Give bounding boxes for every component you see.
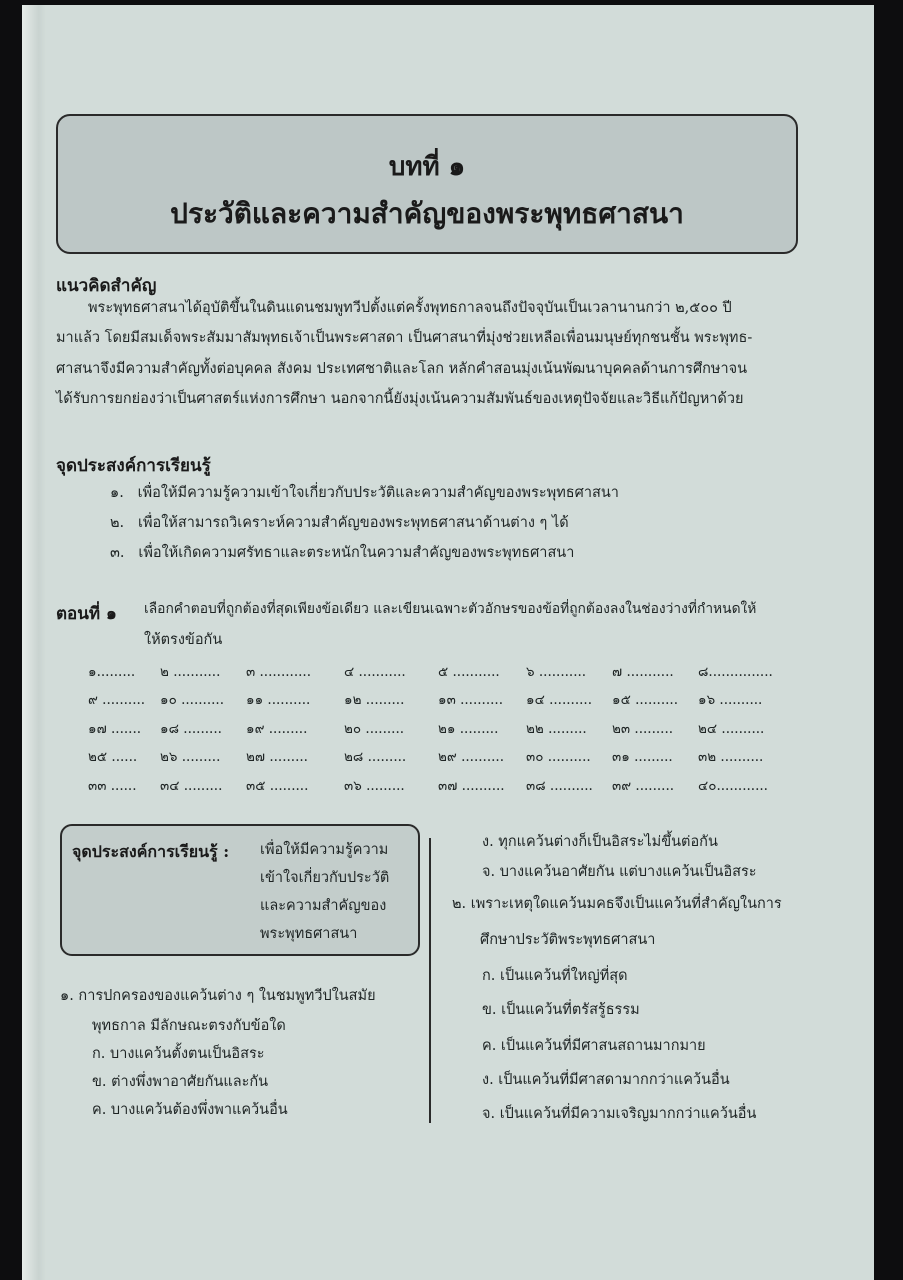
answer-blank[interactable]: ๘............... <box>698 664 773 680</box>
chapter-title: ประวัติและความสำคัญของพระพุทธศาสนา <box>170 197 684 230</box>
answer-blank[interactable]: ๒๔ .......... <box>698 721 765 737</box>
choice-item: ง. ทุกแคว้นต่างก็เป็นอิสระไม่ขึ้นต่อกัน <box>482 834 718 850</box>
objective-item <box>110 511 569 534</box>
answer-blank[interactable]: ๑๕ .......... <box>612 692 678 708</box>
objective-item <box>110 481 619 504</box>
objective-box-label: จุดประสงค์การเรียนรู้ : <box>72 842 230 861</box>
choice-item: ค. บางแคว้นต้องพึ่งพาแคว้นอื่น <box>92 1102 288 1118</box>
column-divider <box>429 838 431 1123</box>
answer-blank[interactable]: ๑๐ .......... <box>160 692 225 708</box>
answer-blank[interactable]: ๑๗ ....... <box>88 721 142 737</box>
objectives-heading: จุดประสงค์การเรียนรู้ <box>56 456 211 476</box>
question-stem: พุทธกาล มีลักษณะตรงกับข้อใด <box>92 1018 286 1034</box>
answer-blank[interactable]: ๓๙ ......... <box>612 778 675 794</box>
answer-blank[interactable]: ๒๕ ...... <box>88 749 138 765</box>
objective-box-line: พระพุทธศาสนา <box>260 926 358 942</box>
answer-blank[interactable]: ๒๐ ......... <box>344 721 405 737</box>
answer-blank[interactable]: ๒ ........... <box>160 664 221 680</box>
key-concept-heading: แนวคิดสำคัญ <box>56 276 157 296</box>
answer-blank[interactable]: ๑๙ ......... <box>246 721 308 737</box>
objective-number: ๓. <box>110 545 125 561</box>
answer-blank[interactable]: ๕ ........... <box>438 664 500 680</box>
answer-blank[interactable]: ๗ ........... <box>612 664 674 680</box>
answer-blank[interactable]: ๑๑ .......... <box>246 692 311 708</box>
objective-item <box>110 541 574 564</box>
answer-blank[interactable]: ๓๗ .......... <box>438 778 505 794</box>
objective-text: เพื่อให้มีความรู้ความเข้าใจเกี่ยวกับประวัติและความสำคัญของพระพุทธศาสนา <box>137 485 619 501</box>
objective-box-line: เข้าใจเกี่ยวกับประวัติ <box>260 870 390 886</box>
key-concept-line: ศาสนาจึงมีความสำคัญทั้งต่อบุคคล สังคม ประเทศชาติและโลก หลักคำสอนมุ่งเน้นพัฒนาบุคคลด้านการศึกษาจน <box>56 361 748 377</box>
objective-box <box>60 824 420 956</box>
answer-blank[interactable]: ๒๘ ......... <box>344 749 407 765</box>
answer-blank[interactable]: ๓๔ ......... <box>160 778 223 794</box>
answer-blank[interactable]: ๒๑ ......... <box>438 721 499 737</box>
answer-blank[interactable]: ๓๖ ......... <box>344 778 405 794</box>
answer-blank[interactable]: ๒๖ ......... <box>160 749 221 765</box>
answer-blank[interactable]: ๖ ........... <box>526 664 587 680</box>
answer-blank[interactable]: ๓๕ ......... <box>246 778 309 794</box>
choice-item: จ. บางแคว้นอาศัยกัน แต่บางแคว้นเป็นอิสระ <box>482 864 757 880</box>
answer-blank[interactable]: ๑๔ .......... <box>526 692 592 708</box>
answer-blank[interactable]: ๒๙ .......... <box>438 749 504 765</box>
answer-blank[interactable]: ๑๖ .......... <box>698 692 763 708</box>
question-stem: ๒. เพราะเหตุใดแคว้นมคธจึงเป็นแคว้นที่สำคัญในการ <box>452 896 782 912</box>
objective-number: ๒. <box>110 515 125 531</box>
question-stem: ศึกษาประวัติพระพุทธศาสนา <box>480 932 656 948</box>
answer-blank[interactable]: ๔ ........... <box>344 664 406 680</box>
answer-blank[interactable]: ๓๑ ......... <box>612 749 673 765</box>
key-concept-line: มาแล้ว โดยมีสมเด็จพระสัมมาสัมพุทธเจ้าเป็นพระศาสดา เป็นศาสนาที่มุ่งช่วยเหลือเพื่อนมนุษย์ทุกชนชั้น พระพุทธ- <box>56 330 753 346</box>
answer-blank[interactable]: ๑๓ .......... <box>438 692 504 708</box>
choice-item: ข. ต่างพึ่งพาอาศัยกันและกัน <box>92 1074 269 1090</box>
choice-item: ข. เป็นแคว้นที่ตรัสรู้ธรรม <box>482 1002 640 1018</box>
choice-item: ง. เป็นแคว้นที่มีศาสดามากกว่าแคว้นอื่น <box>482 1072 730 1088</box>
choice-item: จ. เป็นแคว้นที่มีความเจริญมากกว่าแคว้นอื่น <box>482 1106 757 1122</box>
answer-blank[interactable]: ๓๘ .......... <box>526 778 593 794</box>
objective-box-line: เพื่อให้มีความรู้ความ <box>260 842 389 858</box>
answer-blank[interactable]: ๓๐ .......... <box>526 749 591 765</box>
page-spine-shadow <box>22 5 46 1280</box>
objective-text: เพื่อให้เกิดความศรัทธาและตระหนักในความสำคัญของพระพุทธศาสนา <box>138 545 575 561</box>
key-concept-line: พระพุทธศาสนาได้อุบัติขึ้นในดินแดนชมพูทวีปตั้งแต่ครั้งพุทธกาลจนถึงปัจจุบันเป็นเวลานานกว่า ๒,๕๐๐ ปี <box>88 300 732 316</box>
question-stem: ๑. การปกครองของแคว้นต่าง ๆ ในชมพูทวีปในสมัย <box>60 988 376 1004</box>
choice-item: ค. เป็นแคว้นที่มีศาสนสถานมากมาย <box>482 1038 706 1054</box>
choice-item: ก. เป็นแคว้นที่ใหญ่ที่สุด <box>482 968 628 984</box>
chapter-number: บทที่ ๑ <box>388 152 466 182</box>
choice-item: ก. บางแคว้นตั้งตนเป็นอิสระ <box>92 1046 265 1062</box>
answer-blank[interactable]: ๒๓ ......... <box>612 721 674 737</box>
answer-blank[interactable]: ๑๘ ......... <box>160 721 222 737</box>
objective-text: เพื่อให้สามารถวิเคราะห์ความสำคัญของพระพุทธศาสนาด้านต่าง ๆ ได้ <box>138 515 569 531</box>
answer-blank[interactable]: ๑๒ ......... <box>344 692 405 708</box>
part-instruction: ให้ตรงข้อกัน <box>144 632 223 648</box>
objective-box-line: และความสำคัญของ <box>260 898 387 914</box>
answer-blank[interactable]: ๔๐............ <box>698 778 768 794</box>
key-concept-line: ได้รับการยกย่องว่าเป็นศาสตร์แห่งการศึกษา นอกจากนี้ยังมุ่งเน้นความสัมพันธ์ของเหตุปัจจัยและวิธีแก้ปัญหาด้วย <box>56 391 744 407</box>
chapter-title-box <box>56 114 798 254</box>
answer-blank[interactable]: ๓ ............ <box>246 664 312 680</box>
objective-number: ๑. <box>110 485 124 501</box>
answer-blank[interactable]: ๒๒ ......... <box>526 721 587 737</box>
part-instruction: เลือกคำตอบที่ถูกต้องที่สุดเพียงข้อเดียว และเขียนเฉพาะตัวอักษรของข้อที่ถูกต้องลงในช่องว่างที่กำหนดให้ <box>144 601 757 617</box>
answer-blank[interactable]: ๑......... <box>88 664 136 680</box>
answer-blank[interactable]: ๓๒ .......... <box>698 749 764 765</box>
answer-blank[interactable]: ๒๗ ......... <box>246 749 308 765</box>
answer-blank[interactable]: ๓๓ ...... <box>88 778 137 794</box>
part-label: ตอนที่ ๑ <box>56 604 117 624</box>
answer-blank[interactable]: ๙ .......... <box>88 692 146 708</box>
